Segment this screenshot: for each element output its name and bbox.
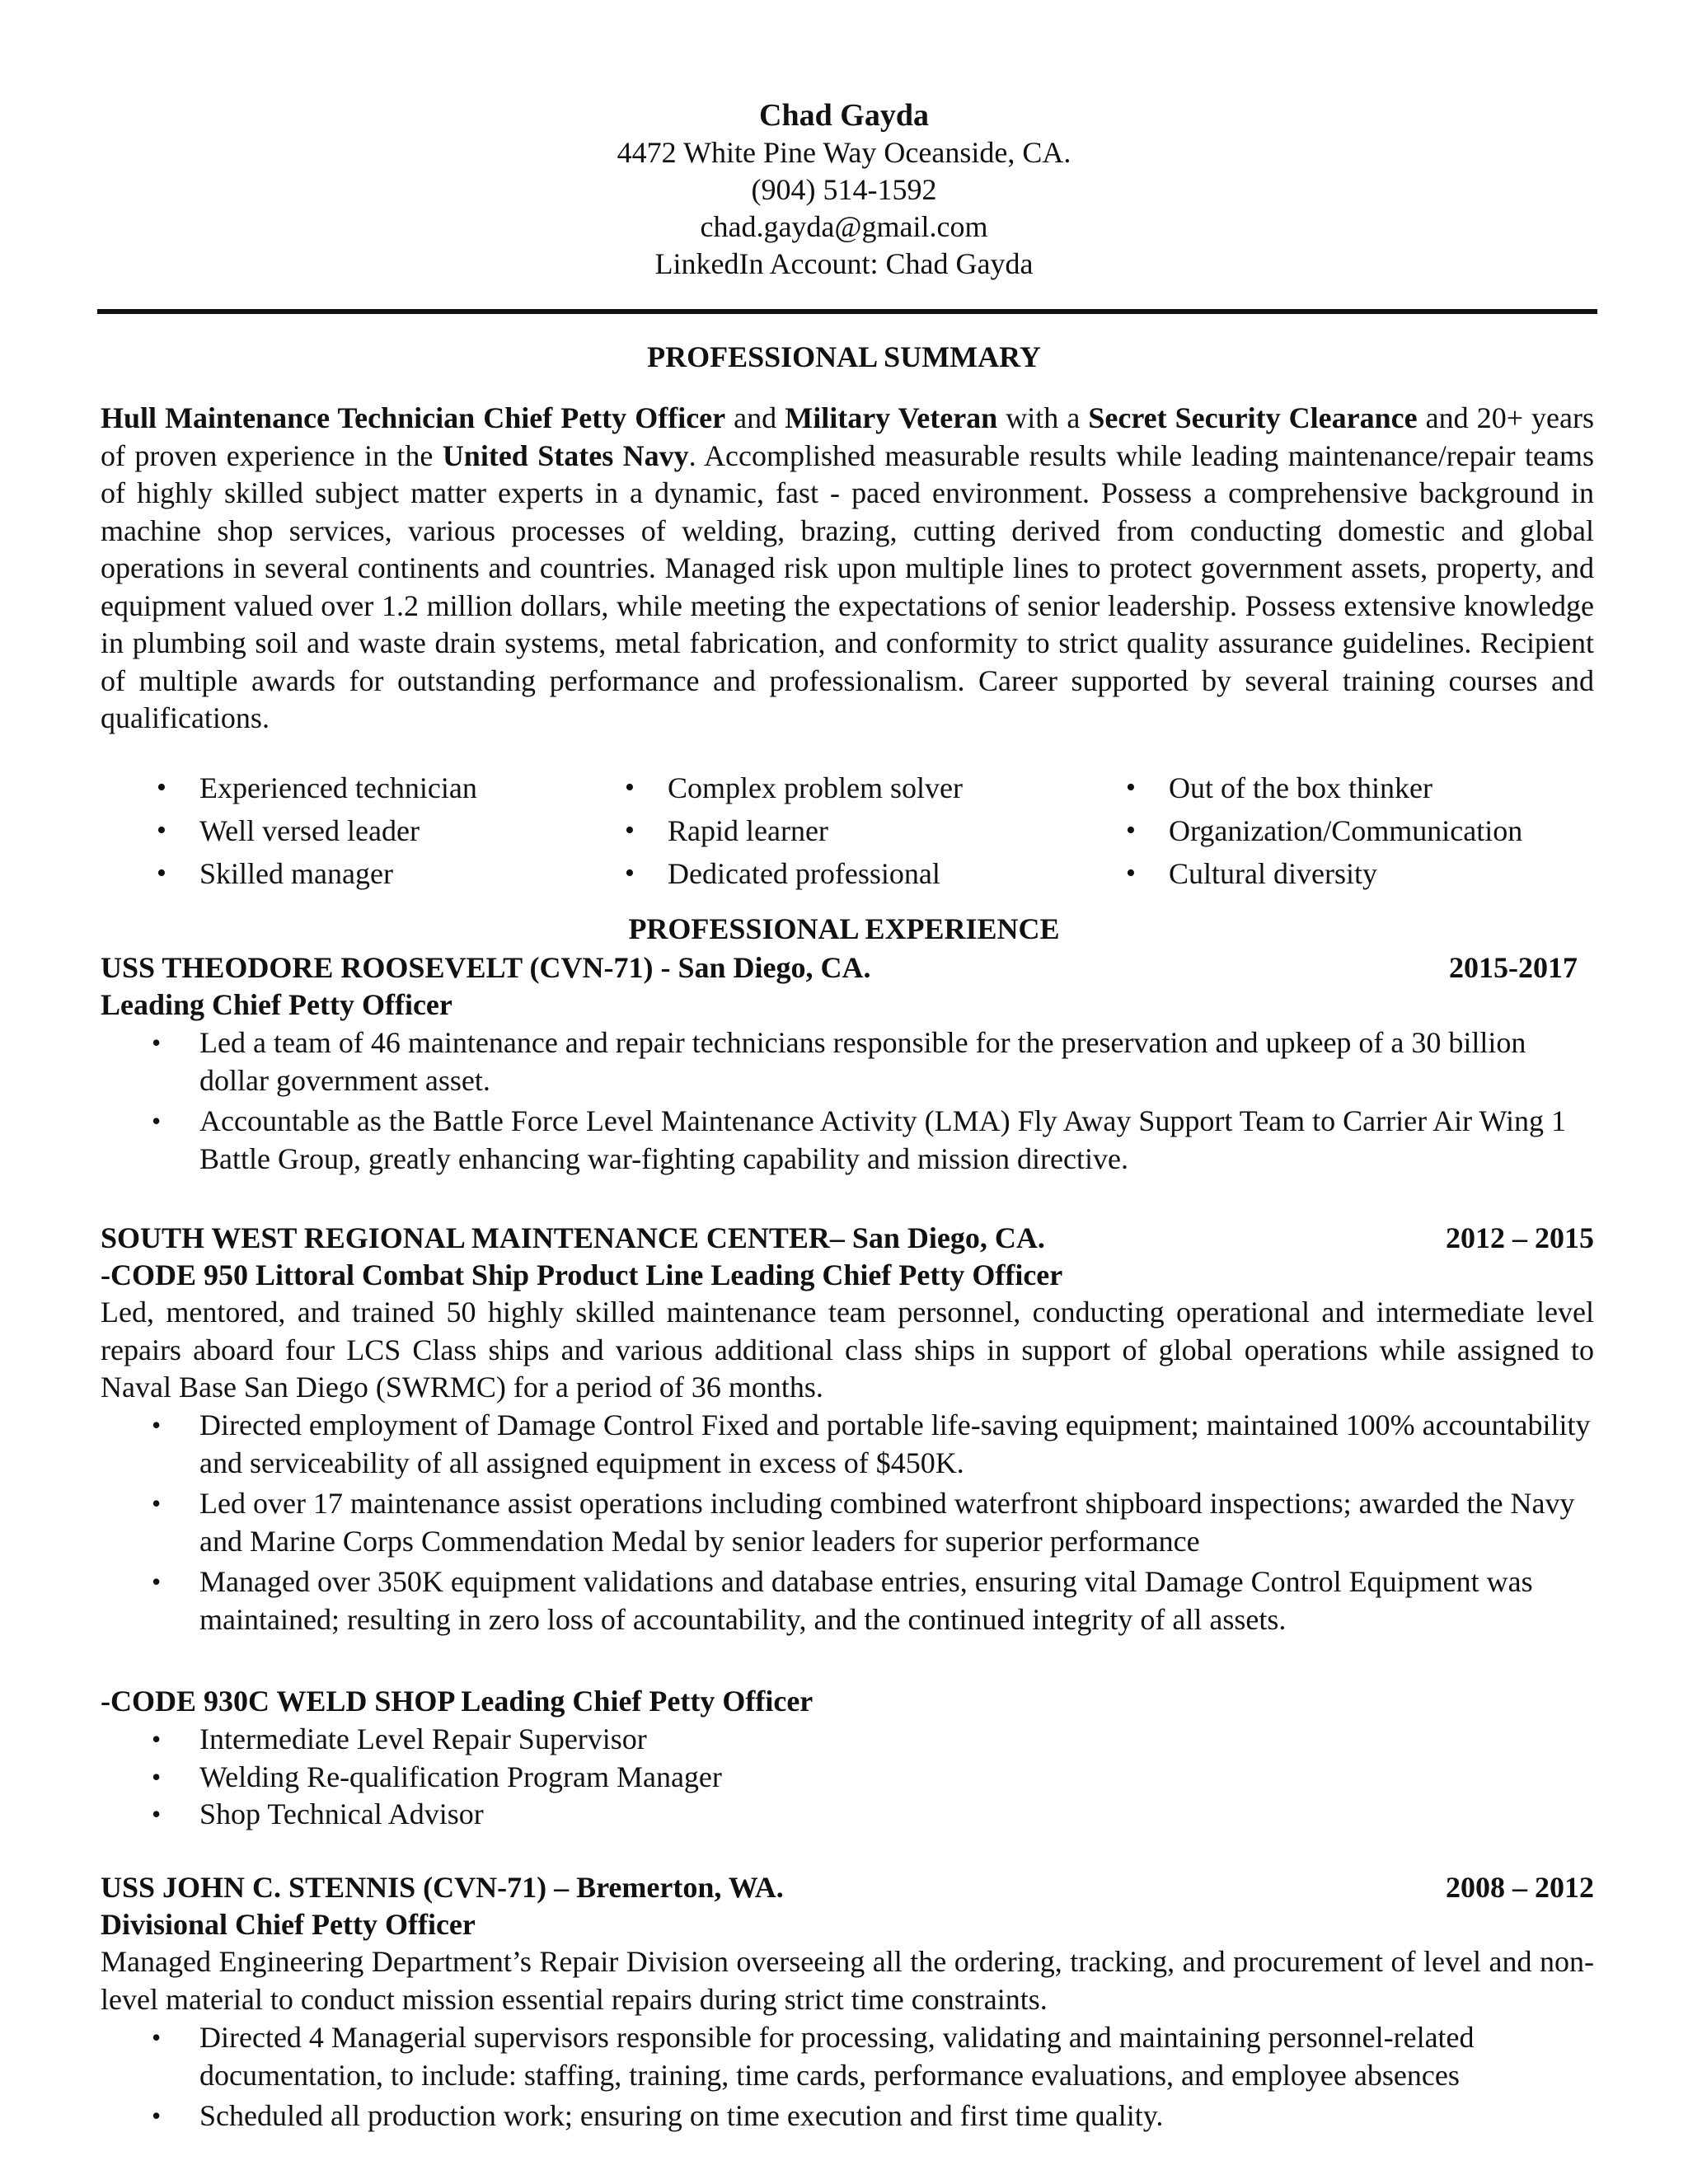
bullet-text: Welding Re-qualification Program Manager <box>199 1760 722 1793</box>
skill-label: Complex problem solver <box>668 771 963 804</box>
bullet-text: Scheduled all production work; ensuring on time execution and first time quality. <box>199 2099 1164 2132</box>
summary-bold-veteran: Military Veteran <box>785 401 998 434</box>
bullet-text: Led a team of 46 maintenance and repair technicians responsible for the preservation and upkeep of a 30 billion dollar government asset. <box>199 1026 1526 1097</box>
list-item <box>0 1485 1601 1560</box>
skill-label: Dedicated professional <box>668 857 940 890</box>
bullet-icon: • <box>1126 772 1136 803</box>
list-item <box>0 2019 1617 2094</box>
candidate-name: Chad Gayda <box>759 98 929 133</box>
job-org: SOUTH WEST REGIONAL MAINTENANCE CENTER– San Diego, CA. <box>101 1221 1045 1254</box>
skill-label: Rapid learner <box>668 814 828 847</box>
email: chad.gayda@gmail.com <box>700 210 988 243</box>
bullet-icon: • <box>152 1761 162 1792</box>
job-heading <box>101 1869 1594 1906</box>
job-bullets <box>0 1024 1688 1181</box>
list-item <box>0 1759 1601 1797</box>
job-description: Led, mentored, and trained 50 highly skilled maintenance team personnel, conducting operational and intermediate level repairs aboard four LCS Class ships and various additional class ships in support of global operations while assigned to Naval Base San Diego (SWRMC) for a period of 36 months. <box>101 1296 1594 1404</box>
bullet-icon: • <box>152 2101 162 2130</box>
skill-label: Well versed leader <box>199 814 420 847</box>
skills-column-3 <box>1126 766 1523 895</box>
bullet-icon: • <box>152 1799 162 1829</box>
bullet-icon: • <box>157 815 166 846</box>
job-role: Leading Chief Petty Officer <box>101 988 452 1021</box>
summary-paragraph <box>101 400 1594 738</box>
bullet-icon: • <box>157 858 166 888</box>
summary-text: . Accomplished measurable results while leading maintenance/repair teams of highly skilled subject matter experts in a dynamic, fast - paced environment. Possess a comprehensive background in machine shop services, various processes of welding, brazing, cutting derived from conducting domestic and global operations in several continents and countries. Managed risk upon multiple lines to protect government assets, property, and equipment valued over 1.2 million dollars, while meeting the expectations of senior leadership. Possess extensive knowledge in plumbing soil and waste drain systems, metal fabrication, and conformity to strict quality assurance guidelines. Recipient of multiple awards for outstanding performance and professionalism. Career supported by several training courses and qualifications. <box>101 438 1595 734</box>
skill-item <box>625 766 963 809</box>
job-role: -CODE 950 Littoral Combat Ship Product Line Leading Chief Petty Officer <box>101 1258 1063 1291</box>
bullet-icon: • <box>1126 858 1136 888</box>
summary-bold-clearance: Secret Security Clearance <box>1088 401 1418 434</box>
skill-item <box>157 766 477 809</box>
job-bullets <box>0 1721 1688 1834</box>
skill-label: Experienced technician <box>199 771 477 804</box>
skill-label: Out of the box thinker <box>1169 771 1432 804</box>
bullet-text: Managed over 350K equipment validations and database entries, ensuring vital Damage Control Equipment was maintained; resulting in zero loss of accountability, and the continued integrity of all assets. <box>199 1565 1533 1636</box>
job-org: USS JOHN C. STENNIS (CVN-71) – Bremerton, WA. <box>101 1871 784 1904</box>
skills-column-1 <box>157 766 477 895</box>
summary-bold-navy: United States Navy <box>442 438 689 472</box>
address: 4472 White Pine Way Oceanside, CA. <box>617 136 1071 169</box>
job-description: Managed Engineering Department’s Repair Division overseeing all the ordering, tracking, and procurement of level and non-level material to conduct mission essential repairs during strict time constraints. <box>101 1945 1594 2016</box>
summary-text: and <box>725 401 785 434</box>
bullet-text: Shop Technical Advisor <box>199 1797 484 1830</box>
bullet-icon: • <box>625 772 635 803</box>
skill-item <box>1126 809 1523 852</box>
list-item <box>0 1407 1601 1482</box>
skill-item <box>157 809 477 852</box>
bullet-icon: • <box>152 1488 162 1518</box>
job-bullets <box>0 2019 1688 2139</box>
skill-item <box>157 852 477 895</box>
summary-text: with a <box>997 401 1089 434</box>
list-item <box>0 1103 1601 1178</box>
list-item <box>0 1024 1601 1099</box>
job-dates: 2012 – 2015 <box>1446 1221 1594 1254</box>
bullet-icon: • <box>625 858 635 888</box>
header-divider <box>97 309 1597 314</box>
bullet-icon: • <box>152 1028 162 1057</box>
job-dates: 2008 – 2012 <box>1446 1871 1594 1904</box>
job-bullets <box>0 1407 1688 1642</box>
phone: (904) 514-1592 <box>751 173 937 206</box>
job-heading <box>101 1220 1594 1257</box>
skill-label: Cultural diversity <box>1169 857 1377 890</box>
bullet-icon: • <box>152 1567 162 1596</box>
bullet-text: Led over 17 maintenance assist operations including combined waterfront shipboard inspections; awarded the Navy and Marine Corps Commendation Medal by senior leaders for superior performance <box>199 1487 1575 1558</box>
bullet-icon: • <box>157 772 166 803</box>
summary-text: and 20+ years of proven experience in the <box>101 401 1594 472</box>
job-heading <box>101 949 1594 987</box>
bullet-icon: • <box>152 1106 162 1136</box>
summary-title: PROFESSIONAL SUMMARY <box>647 340 1041 373</box>
skill-item <box>1126 852 1522 895</box>
job-org: USS THEODORE ROOSEVELT (CVN-71) - San Diego, CA. <box>101 951 871 984</box>
bullet-icon: • <box>625 815 635 846</box>
summary-bold-title: Hull Maintenance Technician Chief Petty Officer <box>101 401 726 434</box>
bullet-icon: • <box>1126 815 1136 846</box>
bullet-icon: • <box>152 2022 162 2052</box>
skill-label: Organization/Communication <box>1169 814 1523 847</box>
skill-item <box>625 809 963 852</box>
bullet-icon: • <box>152 1410 162 1440</box>
skills-column-2 <box>625 766 963 895</box>
bullet-text: Intermediate Level Repair Supervisor <box>199 1722 647 1755</box>
bullet-text: Accountable as the Battle Force Level Maintenance Activity (LMA) Fly Away Support Team to Carrier Air Wing 1 Battle Group, greatly enhancing war-fighting capability and mission directive. <box>199 1104 1566 1175</box>
job-dates: 2015-2017 <box>1449 951 1578 984</box>
skill-item <box>1126 766 1522 809</box>
skills-grid <box>0 766 1688 898</box>
skill-label: Skilled manager <box>199 857 393 890</box>
list-item <box>0 1563 1601 1638</box>
bullet-text: Directed employment of Damage Control Fixed and portable life-saving equipment; maintained 100% accountability and serviceability of all assigned equipment in excess of $450K. <box>199 1408 1591 1479</box>
list-item <box>0 2097 1601 2135</box>
contact-header <box>0 97 1688 283</box>
job-role: -CODE 930C WELD SHOP Leading Chief Petty Officer <box>101 1685 814 1718</box>
list-item <box>0 1721 1601 1759</box>
experience-title: PROFESSIONAL EXPERIENCE <box>628 912 1060 945</box>
job-role: Divisional Chief Petty Officer <box>101 1908 476 1941</box>
bullet-text: Directed 4 Managerial supervisors responsible for processing, validating and maintaining personnel-related documentation, to include: staffing, training, time cards, performance evaluations, and employee absences <box>199 2021 1475 2092</box>
skill-item <box>625 852 963 895</box>
bullet-icon: • <box>152 1724 162 1754</box>
linkedin: LinkedIn Account: Chad Gayda <box>654 247 1034 280</box>
list-item <box>0 1796 1601 1834</box>
